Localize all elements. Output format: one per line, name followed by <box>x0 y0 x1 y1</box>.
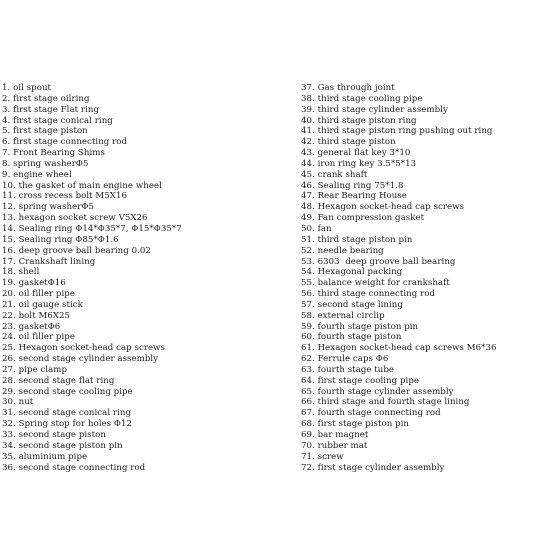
part-list-item <box>301 397 559 408</box>
part-list-item <box>301 322 559 333</box>
part-list-item <box>2 94 294 105</box>
part-number: 45. <box>301 169 315 180</box>
part-number: 48. <box>301 202 315 213</box>
part-list-item <box>2 116 294 127</box>
part-list-item <box>2 213 294 224</box>
part-name: Front Bearing Shims <box>13 148 105 159</box>
part-name: external circlip <box>317 310 385 321</box>
part-name: nut <box>18 397 34 408</box>
part-list-item <box>301 235 559 246</box>
part-list-item <box>2 137 294 148</box>
part-name: Ferrule caps Φ6 <box>317 354 389 365</box>
part-name: oil spout <box>13 83 52 93</box>
part-number: 23. <box>2 321 16 332</box>
part-list-item <box>301 365 559 376</box>
part-name: engine wheel <box>13 169 72 180</box>
part-name: crank shaft <box>317 169 368 180</box>
part-number: 19. <box>2 278 16 289</box>
part-list-item <box>301 94 559 105</box>
part-name: third stage piston pin <box>317 234 413 245</box>
part-name: general flat key 3*10 <box>317 148 411 159</box>
part-name: spring washerΦ5 <box>13 158 89 169</box>
part-number: 57. <box>301 299 315 310</box>
part-name: second stage connecting rod <box>18 462 146 473</box>
part-name: balance weight for crankshaft <box>317 278 450 289</box>
part-number: 32. <box>2 419 16 430</box>
part-name: gasketΦ16 <box>18 278 66 289</box>
part-list-item <box>2 452 294 463</box>
part-number: 72. <box>301 462 315 473</box>
part-number: 6. <box>2 137 11 148</box>
part-number: 38. <box>301 93 315 104</box>
part-number: 65. <box>301 386 315 397</box>
part-number: 50. <box>301 223 315 234</box>
part-number: 37. <box>301 83 315 93</box>
part-list-item <box>301 191 559 202</box>
part-number: 28. <box>2 375 16 386</box>
part-name: Hexagon socket-head cap screws <box>317 202 464 213</box>
part-list-item <box>301 278 559 289</box>
part-number: 39. <box>301 104 315 115</box>
part-list-item <box>301 257 559 268</box>
part-name: Sealing ring 75*1.8 <box>317 180 404 191</box>
part-number: 24. <box>2 332 16 343</box>
part-number: 47. <box>301 191 315 202</box>
part-list-item <box>301 83 559 94</box>
part-number: 10. <box>2 180 16 191</box>
part-number: 17. <box>2 256 16 267</box>
part-number: 16. <box>2 245 16 256</box>
part-list-item <box>301 376 559 387</box>
part-list-item <box>301 159 559 170</box>
part-name: fan <box>317 223 332 234</box>
part-list-item <box>301 387 559 398</box>
part-list-item <box>301 246 559 257</box>
part-list-item <box>2 387 294 398</box>
part-list-item <box>2 267 294 278</box>
part-list-item <box>2 278 294 289</box>
part-number: 64. <box>301 375 315 386</box>
part-name: Fan compression gasket <box>317 213 425 224</box>
part-name: 6303 deep groove ball bearing <box>317 256 456 267</box>
part-list-item <box>301 408 559 419</box>
part-list-item <box>2 332 294 343</box>
part-number: 14. <box>2 223 16 234</box>
part-name: Gas through joint <box>317 83 395 93</box>
part-list-item <box>301 419 559 430</box>
part-number: 55. <box>301 278 315 289</box>
part-name: first stage piston <box>13 126 88 137</box>
part-name: second stage piston <box>18 430 106 440</box>
part-list-item <box>301 430 559 441</box>
part-number: 67. <box>301 408 315 419</box>
part-number: 59. <box>301 321 315 332</box>
part-list-item <box>2 322 294 333</box>
part-name: second stage flat ring <box>18 375 115 386</box>
part-list-item <box>2 246 294 257</box>
part-name: oil filler pipe <box>18 289 75 300</box>
part-name: first stage Flat ring <box>13 104 100 115</box>
part-list-item <box>301 452 559 463</box>
part-number: 42. <box>301 137 315 148</box>
part-number: 33. <box>2 430 16 440</box>
part-number: 49. <box>301 213 315 224</box>
part-list-item <box>2 300 294 311</box>
part-name: bolt M6X25 <box>18 310 71 321</box>
part-number: 52. <box>301 245 315 256</box>
part-list-item <box>301 332 559 343</box>
part-number: 51. <box>301 234 315 245</box>
part-list-item <box>2 235 294 246</box>
part-number: 7. <box>2 148 11 159</box>
part-name: Spring stop for holes Φ12 <box>18 419 133 430</box>
part-number: 58. <box>301 310 315 321</box>
part-list-item <box>2 376 294 387</box>
part-number: 41. <box>301 126 315 137</box>
part-number: 25. <box>2 343 16 354</box>
part-list-item <box>301 202 559 213</box>
part-number: 40. <box>301 115 315 126</box>
part-name: aluminium pipe <box>18 451 88 462</box>
part-list-item <box>301 105 559 116</box>
part-list-item <box>2 463 294 474</box>
part-list-item <box>2 126 294 137</box>
part-list-item <box>301 343 559 354</box>
part-list-item <box>301 170 559 181</box>
part-number: 27. <box>2 364 16 375</box>
part-list-item <box>301 354 559 365</box>
part-list-item <box>2 148 294 159</box>
part-name: third stage cylinder assembly <box>317 104 448 115</box>
part-list-item <box>2 397 294 408</box>
part-name: Hexagon socket-head cap screws M6*36 <box>317 343 497 354</box>
part-number: 26. <box>2 354 16 365</box>
part-number: 1. <box>2 83 11 93</box>
part-number: 20. <box>2 289 16 300</box>
part-name: second stage conical ring <box>18 408 132 419</box>
part-name: fourth stage connecting rod <box>317 408 441 419</box>
part-name: pipe clamp <box>18 364 68 375</box>
part-number: 13. <box>2 213 16 224</box>
part-list-item <box>2 224 294 235</box>
part-name: first stage cylinder assembly <box>317 462 445 473</box>
part-name: needle bearing <box>317 245 384 256</box>
part-list-item <box>2 311 294 322</box>
part-list-item <box>2 419 294 430</box>
part-name: shell <box>18 267 40 278</box>
parts-list-left-column <box>2 83 294 473</box>
part-list-item <box>2 159 294 170</box>
part-name: first stage piston pin <box>317 419 410 430</box>
part-number: 9. <box>2 169 11 180</box>
part-name: second stage lining <box>317 299 403 310</box>
part-list-item <box>301 441 559 452</box>
part-list-item <box>301 463 559 474</box>
part-list-item <box>2 430 294 441</box>
part-number: 36. <box>2 462 16 473</box>
part-number: 30. <box>2 397 16 408</box>
part-name: Rear Bearing House <box>317 191 407 202</box>
part-number: 21. <box>2 299 16 310</box>
part-name: Hexagonal packing <box>317 267 403 278</box>
part-number: 63. <box>301 364 315 375</box>
part-name: second stage piston pin <box>18 440 123 451</box>
part-number: 60. <box>301 332 315 343</box>
part-number: 44. <box>301 158 315 169</box>
part-name: fourth stage tube <box>317 364 395 375</box>
part-name: fourth stage piston pin <box>317 321 419 332</box>
part-list-item <box>2 181 294 192</box>
part-name: Sealing ring Φ85*Φ1.6 <box>18 234 119 245</box>
part-number: 46. <box>301 180 315 191</box>
part-number: 70. <box>301 440 315 451</box>
part-list-item <box>2 170 294 181</box>
part-name: bar magnet <box>317 430 369 440</box>
part-number: 35. <box>2 451 16 462</box>
part-name: third stage piston ring pushing out ring <box>317 126 493 137</box>
part-name: Crankshaft lining <box>18 256 96 267</box>
part-number: 62. <box>301 354 315 365</box>
part-name: Hexagon socket-head cap screws <box>18 343 165 354</box>
part-number: 69. <box>301 430 315 440</box>
part-name: screw <box>317 451 344 462</box>
part-number: 53. <box>301 256 315 267</box>
part-number: 4. <box>2 115 11 126</box>
part-name: cross recess bolt M5X16 <box>18 191 127 202</box>
part-list-item <box>301 311 559 322</box>
part-name: oil filler pipe <box>18 332 75 343</box>
part-list-item <box>2 202 294 213</box>
part-list-item <box>2 343 294 354</box>
part-list-item <box>301 289 559 300</box>
part-name: iron ring key 3.5*5*13 <box>317 158 417 169</box>
part-list-item <box>301 116 559 127</box>
part-number: 56. <box>301 289 315 300</box>
part-list-item <box>2 105 294 116</box>
part-name: third stage piston <box>317 137 396 148</box>
part-list-item <box>2 354 294 365</box>
part-number: 71. <box>301 451 315 462</box>
part-name: fourth stage cylinder assembly <box>317 386 454 397</box>
part-number: 12. <box>2 202 16 213</box>
part-list-item <box>2 365 294 376</box>
part-name: first stage conical ring <box>13 115 113 126</box>
part-name: third stage connecting rod <box>317 289 436 300</box>
part-number: 8. <box>2 158 11 169</box>
part-list-item <box>301 224 559 235</box>
part-number: 31. <box>2 408 16 419</box>
part-list-item <box>301 148 559 159</box>
part-list-item <box>2 441 294 452</box>
part-list-item <box>2 408 294 419</box>
part-number: 34. <box>2 440 16 451</box>
part-number: 5. <box>2 126 11 137</box>
part-list-item <box>301 181 559 192</box>
part-number: 3. <box>2 104 11 115</box>
part-number: 29. <box>2 386 16 397</box>
part-list-item <box>301 137 559 148</box>
part-list-item <box>2 191 294 202</box>
part-name: first stage cooling pipe <box>317 375 420 386</box>
part-name: first stage oilring <box>13 93 90 104</box>
part-name: spring washerΦ5 <box>18 202 95 213</box>
part-name: rubber mat <box>317 440 368 451</box>
part-number: 54. <box>301 267 315 278</box>
part-name: third stage piston ring <box>317 115 417 126</box>
part-number: 68. <box>301 419 315 430</box>
part-number: 18. <box>2 267 16 278</box>
parts-list-right-column <box>301 83 559 473</box>
part-list-item <box>2 289 294 300</box>
part-list-item <box>301 267 559 278</box>
part-number: 22. <box>2 310 16 321</box>
part-name: hexagon socket screw V5X26 <box>18 213 148 224</box>
part-number: 15. <box>2 234 16 245</box>
part-list-item <box>301 126 559 137</box>
part-name: oil gauge stick <box>18 299 83 310</box>
part-name: the gasket of main engine wheel <box>18 180 162 191</box>
part-name: third stage cooling pipe <box>317 93 423 104</box>
part-name: third stage and fourth stage lining <box>317 397 470 408</box>
part-name: first stage connecting rod <box>13 137 128 148</box>
part-list-item <box>301 300 559 311</box>
part-list-item <box>2 257 294 268</box>
part-name: second stage cooling pipe <box>18 386 133 397</box>
part-list-item <box>301 213 559 224</box>
part-number: 66. <box>301 397 315 408</box>
part-name: fourth stage piston <box>317 332 402 343</box>
part-name: gasketΦ6 <box>18 321 61 332</box>
part-name: second stage cylinder assembly <box>18 354 159 365</box>
part-number: 61. <box>301 343 315 354</box>
part-name: Sealing ring Φ14*Φ35*7, Φ15*Φ35*7 <box>18 223 182 234</box>
part-number: 2. <box>2 93 11 104</box>
part-number: 43. <box>301 148 315 159</box>
part-name: deep groove ball bearing 0.02 <box>18 245 151 256</box>
part-number: 11. <box>2 191 16 202</box>
part-list-item <box>2 83 294 94</box>
